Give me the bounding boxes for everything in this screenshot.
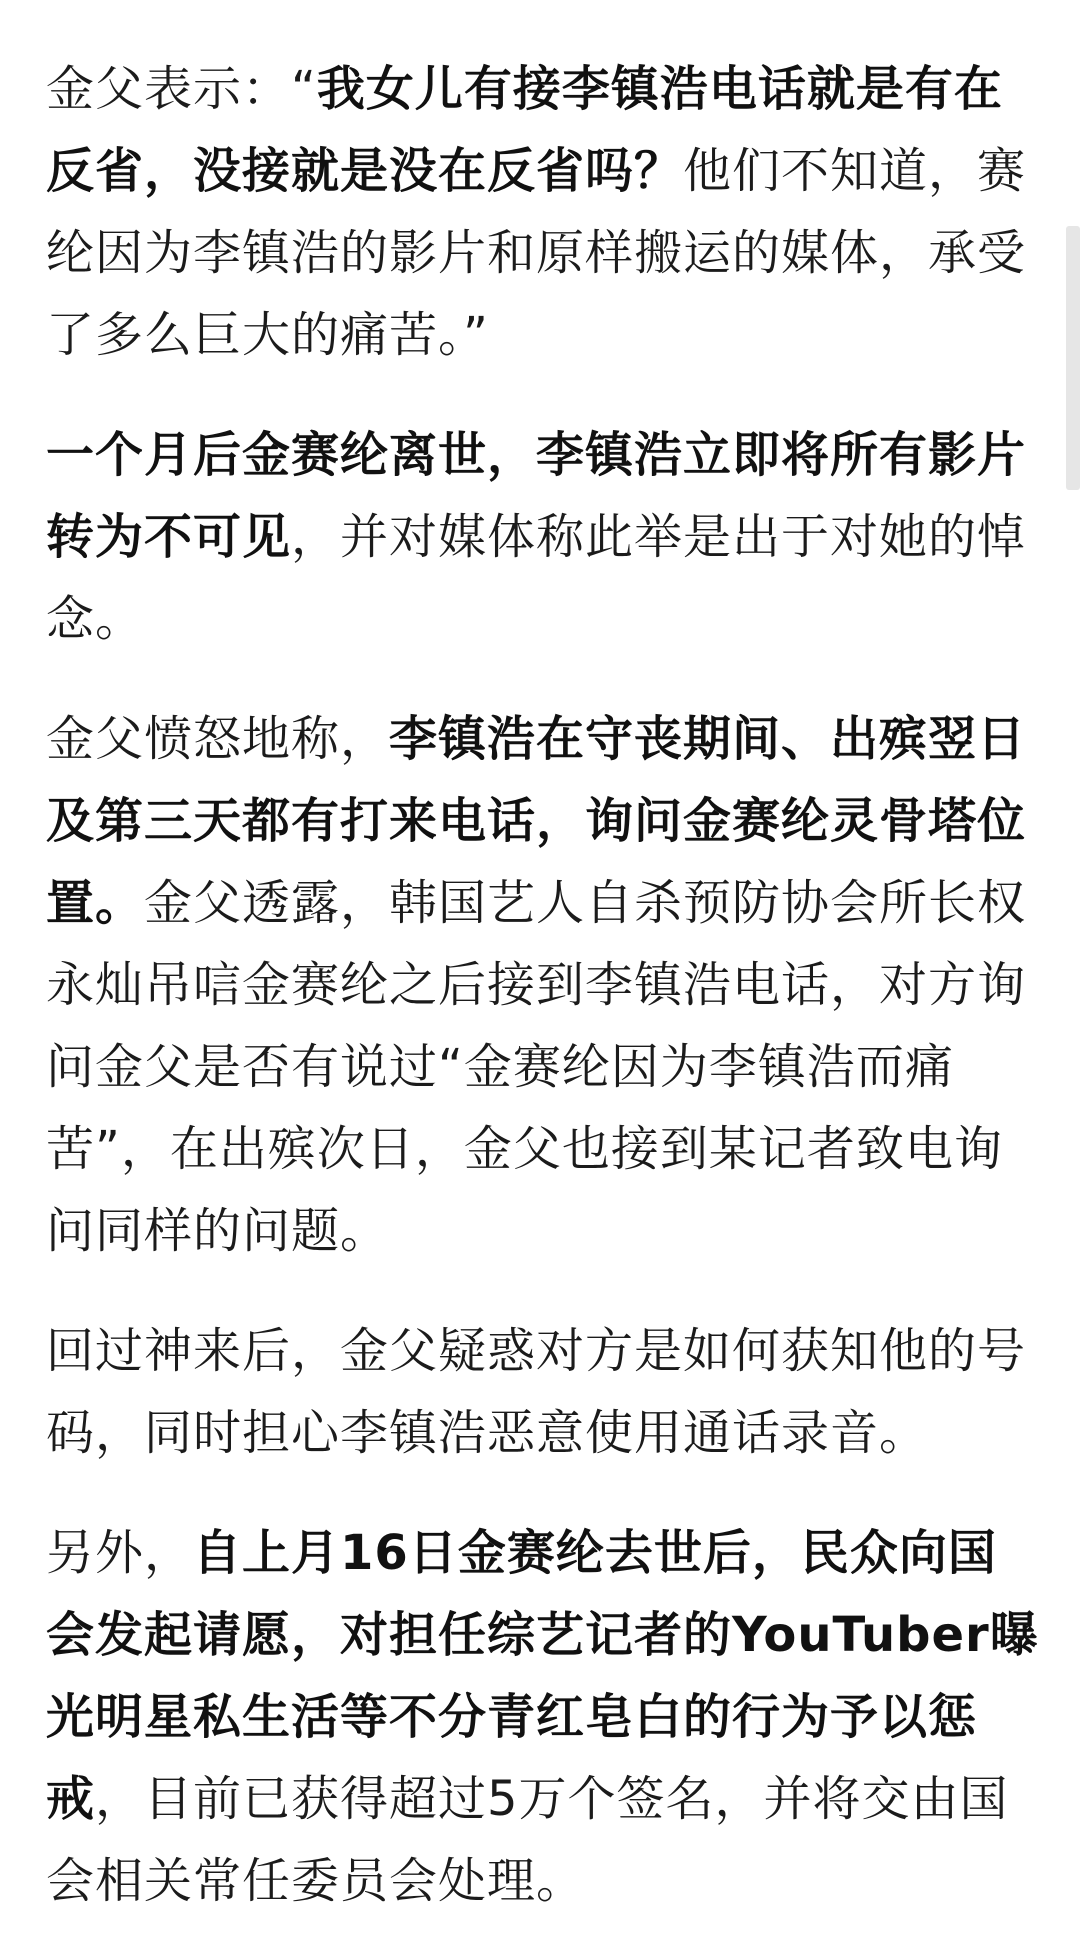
article-body bbox=[46, 48, 1040, 1960]
bold-segment: 李镇浩在守丧期间、出殡翌日及第三天都有打来电话，询问金赛纶灵骨塔位置。 bbox=[46, 711, 1027, 931]
paragraph-3 bbox=[46, 698, 1040, 1272]
paragraph-2 bbox=[46, 414, 1040, 660]
text-segment: 金父透露，韩国艺人自杀预防协会所长权永灿吊唁金赛纶之后接到李镇浩电话，对方询问金父是否有说过“金赛纶因为李镇浩而痛苦”，在出殡次日，金父也接到某记者致电询问同样的问题。 bbox=[46, 875, 1027, 1259]
scrollbar[interactable] bbox=[1066, 226, 1080, 490]
text-segment: 另外， bbox=[46, 1525, 194, 1581]
text-segment: 回过神来后，金父疑惑对方是如何获知他的号码，同时担心李镇浩恶意使用通话录音。 bbox=[46, 1323, 1027, 1461]
text-segment: ，并对媒体称此举是出于对她的悼念。 bbox=[46, 509, 1027, 647]
paragraph-4 bbox=[46, 1310, 1040, 1474]
text-segment: 金父愤怒地称， bbox=[46, 711, 390, 767]
paragraph-5 bbox=[46, 1512, 1040, 1922]
text-segment: 金父表示：“ bbox=[46, 61, 317, 117]
bold-segment: 一个月后金赛纶离世，李镇浩立即将所有影片转为不可见 bbox=[46, 427, 1027, 565]
bold-segment: 我女儿有接李镇浩电话就是有在反省，没接就是没在反省吗？ bbox=[46, 61, 1003, 199]
text-segment: ，目前已获得超过5万个签名，并将交由国会相关常任委员会处理。 bbox=[46, 1771, 1009, 1909]
text-segment: 他们不知道，赛纶因为李镇浩的影片和原样搬运的媒体，承受了多么巨大的痛苦。” bbox=[46, 143, 1027, 363]
paragraph-1 bbox=[46, 48, 1040, 376]
bold-segment: 自上月16日金赛纶去世后，民众向国会发起请愿，对担任综艺记者的YouTuber曝光明星私生活等不分青红皂白的行为予以惩戒 bbox=[46, 1525, 1039, 1827]
